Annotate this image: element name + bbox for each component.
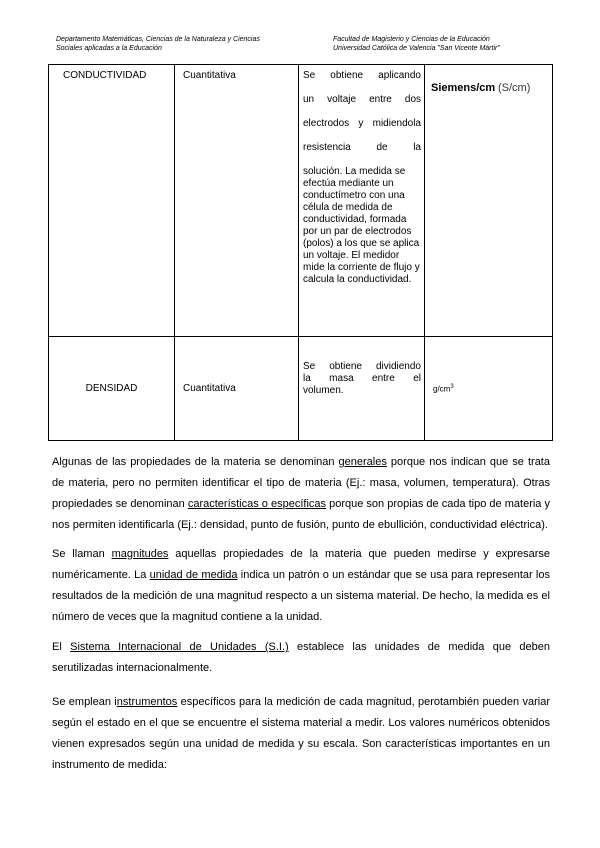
property-name: DENSIDAD <box>49 337 175 441</box>
unit-name: Siemens/cm <box>431 82 496 94</box>
term-unidad-de-medida: unidad de medida <box>149 569 238 581</box>
text: específicos para la medición de cada magnitud, perotambién pueden variar según el estado en el que se encuentre el sistema material a medir. Los valores numéricos obtenidos vienen expresados según una unidad de medida y su escala. Son características importantes en un instrumento de medida: <box>52 696 550 771</box>
text: porque nos indican que se trata de materia, pero no permiten identificar el tipo de materia (Ej.: masa, volumen, temperatura). Otras propiedades se denominan <box>52 456 550 510</box>
header-right <box>333 35 500 53</box>
unit-symbol: (S/cm) <box>497 82 531 94</box>
table-row-densidad <box>49 337 553 441</box>
paragraph-instrumentos <box>52 692 550 776</box>
desc-line: un voltaje entre dos <box>303 94 421 105</box>
desc-line: la masa entre el <box>303 373 421 384</box>
term-magnitudes: magnitudes <box>111 548 169 560</box>
unit-name: g/cm <box>433 384 451 394</box>
text: El <box>52 641 71 653</box>
property-unit <box>425 65 553 337</box>
text: aquellas propiedades de la materia que pueden medirse y expresarse numéricamente. La <box>52 548 550 581</box>
desc-line: Se obtiene dividiendo <box>303 361 421 372</box>
term-generales: generales <box>338 456 387 468</box>
description-loose <box>303 70 421 153</box>
header-university: Universidad Católica de Valencia "San Vicente Mártir" <box>333 45 500 52</box>
header-faculty: Facultad de Magisterio y Ciencias de la Educación <box>333 36 490 43</box>
term-caracteristicas: características o específicas <box>187 498 327 510</box>
header-department: Departamento Matemáticas, Ciencias de la Naturaleza y Ciencias <box>56 36 260 43</box>
table-row-conductividad <box>49 65 553 337</box>
desc-line: electrodos y midiendola <box>303 118 421 129</box>
property-type: Cuantitativa <box>175 65 299 337</box>
text: Se llaman <box>52 548 112 560</box>
paragraph-magnitudes <box>52 544 550 628</box>
text: Algunas de las propiedades de la materia se denominan <box>52 456 339 468</box>
desc-line: Se obtiene aplicando <box>303 70 421 81</box>
property-unit <box>425 337 553 441</box>
desc-line: volumen. <box>303 385 344 396</box>
property-type: Cuantitativa <box>175 337 299 441</box>
text: Se emplean i <box>52 696 117 708</box>
paragraph-properties <box>52 452 550 536</box>
header-department-cont: Sociales aplicadas a la Educación <box>56 45 162 52</box>
property-name: CONDUCTIVIDAD <box>49 65 175 337</box>
header-left <box>56 35 260 53</box>
text: establece las unidades de medida que deben serutilizadas internacionalmente. <box>52 641 550 674</box>
term-sistema-internacional: Sistema Internacional de Unidades (S.I.) <box>70 641 289 653</box>
text: porque son propias de cada tipo de materia y nos permiten identificarla (Ej.: densidad, punto de fusión, punto de ebullición, conductividad eléctrica). <box>52 498 551 531</box>
text: indica un patrón o un estándar que se usa para representar los resultados de la medición de una magnitud respecto a un sistema material. De hecho, la medida es el número de veces que la magnitud contiene a la unidad. <box>52 569 550 623</box>
paragraph-si <box>52 637 550 679</box>
desc-tight: solución. La medida se efectúa mediante un conductímetro con una célula de medida de conductividad, formada por un par de electrodos (polos) a los que se aplica un voltaje. El medidor mide la corriente de flujo y calcula la conductividad. <box>303 166 420 285</box>
property-description <box>299 65 425 337</box>
unit-exponent: 3 <box>450 383 454 390</box>
property-description <box>299 337 425 441</box>
term-instrumentos: nstrumentos <box>116 696 178 708</box>
properties-table <box>48 64 553 441</box>
desc-line: resistencia de la <box>303 142 421 153</box>
